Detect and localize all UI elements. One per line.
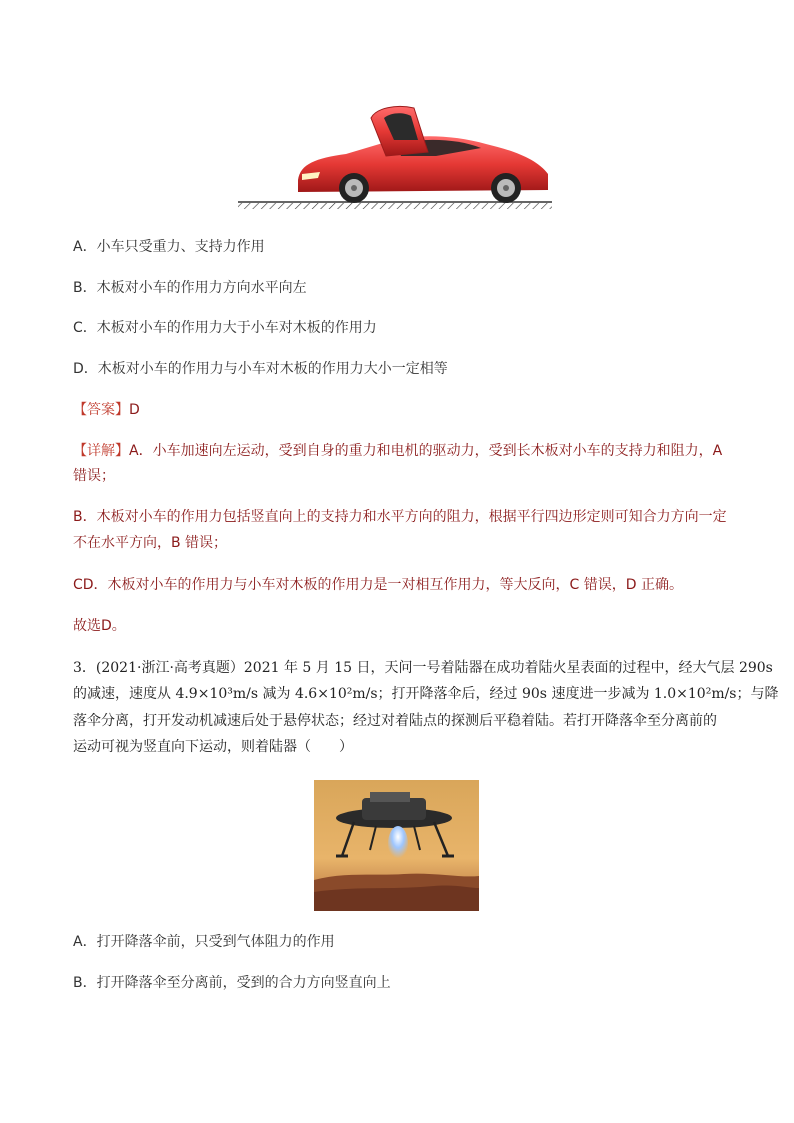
explain-label: 【详解】 (73, 443, 129, 459)
explain-line-4: 不在水平方向，B 错误； (73, 535, 228, 551)
q3-stem-line-4: 运动可视为竖直向下运动，则着陆器（ ） (73, 739, 353, 755)
q3-stem-line-1: 3．(2021·浙江·高考真题）2021 年 5 月 15 日，天问一号着陆器在成功着陆火星表面的过程中，经大气层 290s (73, 660, 773, 676)
explain-line-5: CD．木板对小车的作用力与小车对木板的作用力是一对相互作用力，等大反向，C 错误，D 正确。 (73, 577, 684, 593)
q2-option-d: D．木板对小车的作用力与小车对木板的作用力大小一定相等 (73, 361, 448, 377)
answer-line (73, 400, 733, 420)
q3-stem-line-3: 落伞分离，打开发动机减速后处于悬停状态；经过对着陆点的探测后平稳着陆。若打开降落伞至分离前的 (73, 713, 717, 729)
q3-option-a: A．打开降落伞前，只受到气体阻力的作用 (73, 934, 335, 950)
q2-option-a: A．小车只受重力、支持力作用 (73, 239, 265, 255)
mars-lander-photo (314, 780, 479, 911)
answer-value: D (129, 402, 140, 418)
explain-line-2: 错误； (73, 468, 115, 484)
explain-line-3: B．木板对小车的作用力包括竖直向上的支持力和水平方向的阻力，根据平行四边形定则可知合力方向一定 (73, 509, 727, 525)
q3-stem-line-2: 的减速，速度从 4.9×10³m/s 减为 4.6×10²m/s；打开降落伞后，经过 90s 速度进一步减为 1.0×10²m/s；与降 (73, 686, 779, 702)
answer-label: 【答案】 (73, 402, 129, 418)
red-car-on-board-figure (236, 98, 554, 210)
explain-line-6: 故选D。 (73, 618, 126, 634)
explain-line-1 (73, 441, 733, 461)
q3-option-b: B．打开降落伞至分离前，受到的合力方向竖直向上 (73, 975, 391, 991)
q2-option-c: C．木板对小车的作用力大于小车对木板的作用力 (73, 320, 377, 336)
explain-text-1: A．小车加速向左运动，受到自身的重力和电机的驱动力，受到长木板对小车的支持力和阻力，A (129, 443, 723, 459)
q2-option-b: B．木板对小车的作用力方向水平向左 (73, 280, 307, 296)
